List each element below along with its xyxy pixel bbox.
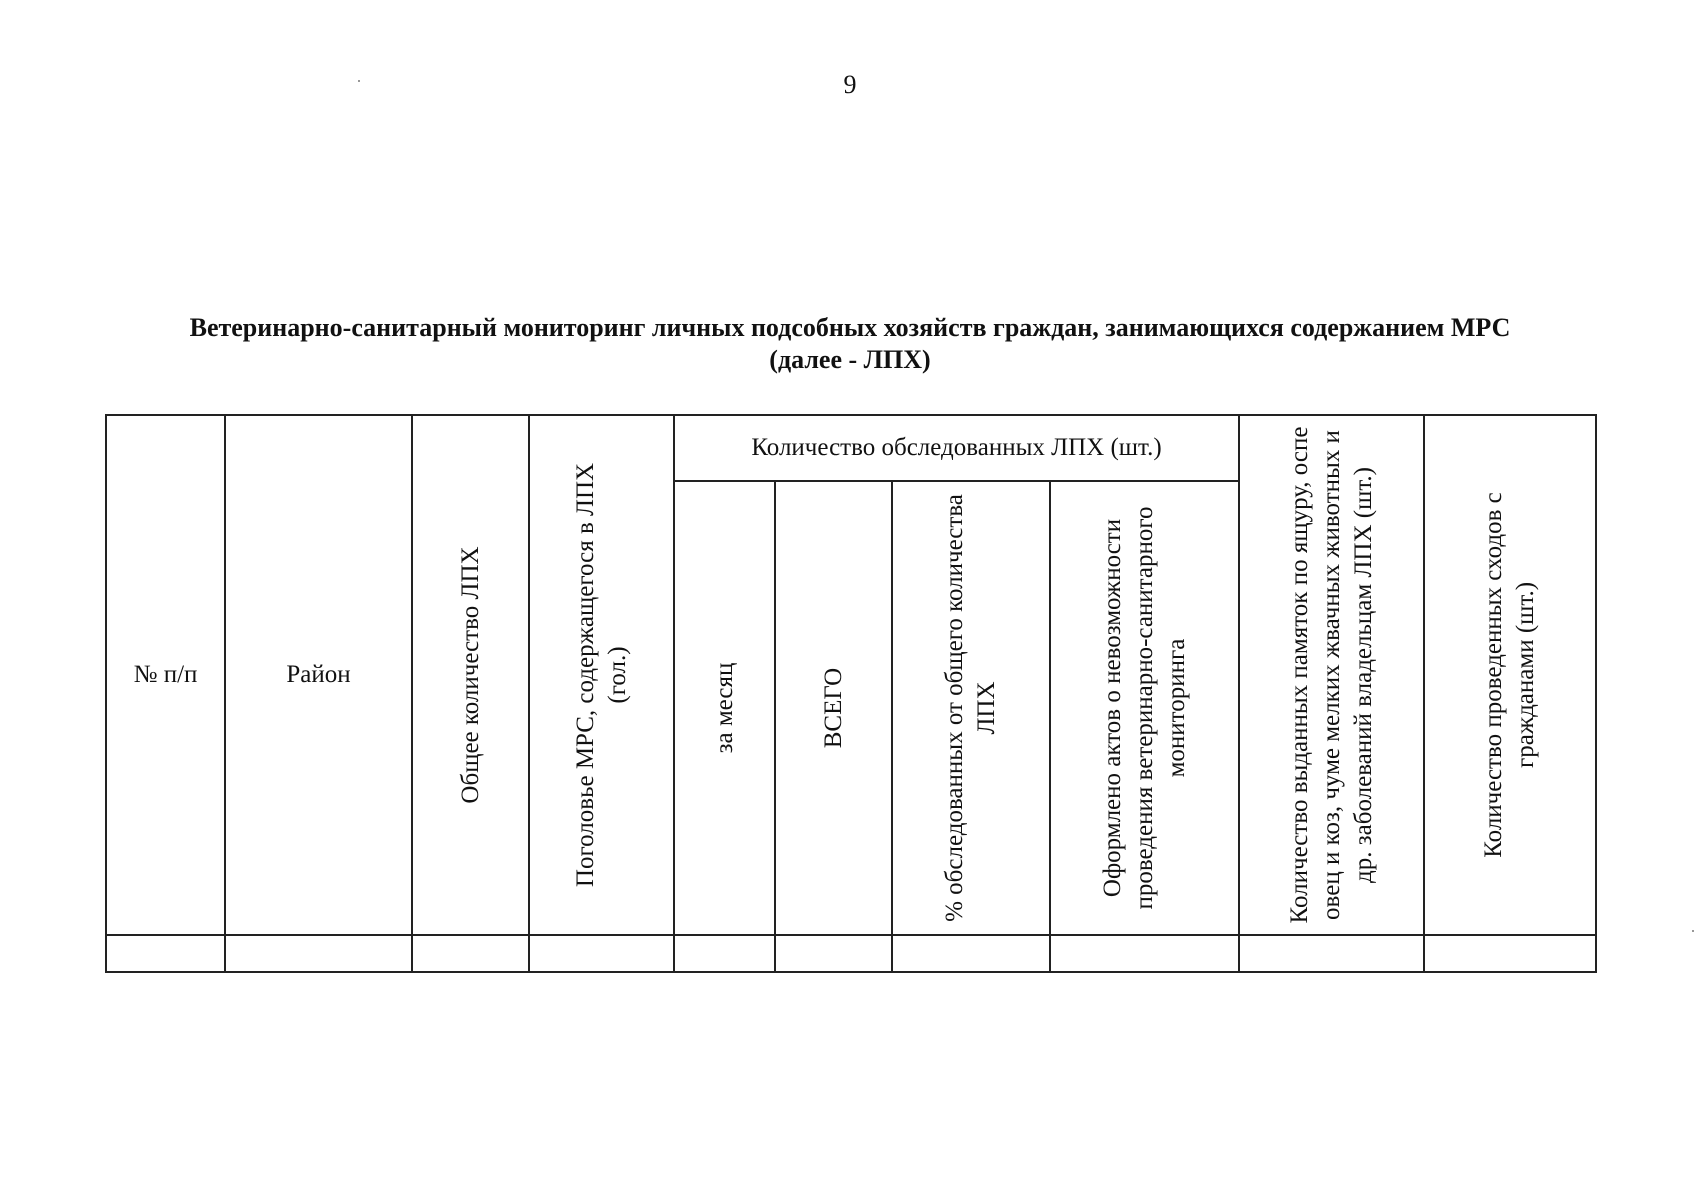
- monitoring-table: [105, 414, 1597, 973]
- table-cell: [1050, 935, 1239, 972]
- header-inspected-group-label: Количество обследованных ЛПХ (шт.): [751, 434, 1162, 461]
- header-meetings-label: Количество проведенных сходов с гражданами (шт.): [1480, 492, 1540, 858]
- header-percent: [892, 481, 1050, 935]
- header-meetings: [1424, 415, 1596, 935]
- header-percent-label: % обследованных от общего количества ЛПХ: [941, 494, 1000, 922]
- header-row-1: [106, 415, 1596, 481]
- header-total-lph-label: Общее количество ЛПХ: [456, 546, 484, 804]
- table-cell: [412, 935, 529, 972]
- header-total-lph: [412, 415, 529, 935]
- header-num-label: № п/п: [133, 661, 198, 688]
- header-inspected-group: [674, 415, 1239, 481]
- title-line-1: Ветеринарно-санитарный мониторинг личных подсобных хозяйств граждан, занимающихся содержанием МРС: [189, 313, 1511, 342]
- table-cell: [529, 935, 674, 972]
- table-cell: [1424, 935, 1596, 972]
- header-total-label: ВСЕГО: [819, 667, 847, 749]
- header-memos: [1239, 415, 1424, 935]
- header-per-month-label: за месяц: [710, 662, 738, 754]
- title-line-2: (далее - ЛПХ): [769, 345, 931, 374]
- table-cell: [674, 935, 775, 972]
- header-num: [106, 415, 225, 935]
- table-cell: [106, 935, 225, 972]
- table-cell: [892, 935, 1050, 972]
- header-district: [225, 415, 412, 935]
- header-district-label: Район: [286, 661, 351, 688]
- table-cell: [1239, 935, 1424, 972]
- header-livestock: [529, 415, 674, 935]
- header-acts: [1050, 481, 1239, 935]
- table-row: [106, 935, 1596, 972]
- header-memos-label: Количество выданных памяток по ящуру, оспе овец и коз, чуме мелких жвачных животных и др. заболеваний владельцам ЛПХ (шт.): [1285, 426, 1377, 924]
- table-cell: [225, 935, 412, 972]
- table-cell: [775, 935, 892, 972]
- header-livestock-label: Поголовье МРС, содержащегося в ЛПХ (гол.): [571, 462, 631, 888]
- header-acts-label: Оформлено актов о невозможности проведения ветеринарно-санитарного мониторинга: [1098, 506, 1190, 910]
- document-title: [100, 312, 1600, 376]
- header-per-month: [674, 481, 775, 935]
- scan-artifact-dot: [1692, 930, 1694, 932]
- scan-artifact-dot: [358, 80, 360, 82]
- page-number: 9: [843, 70, 857, 99]
- header-total: [775, 481, 892, 935]
